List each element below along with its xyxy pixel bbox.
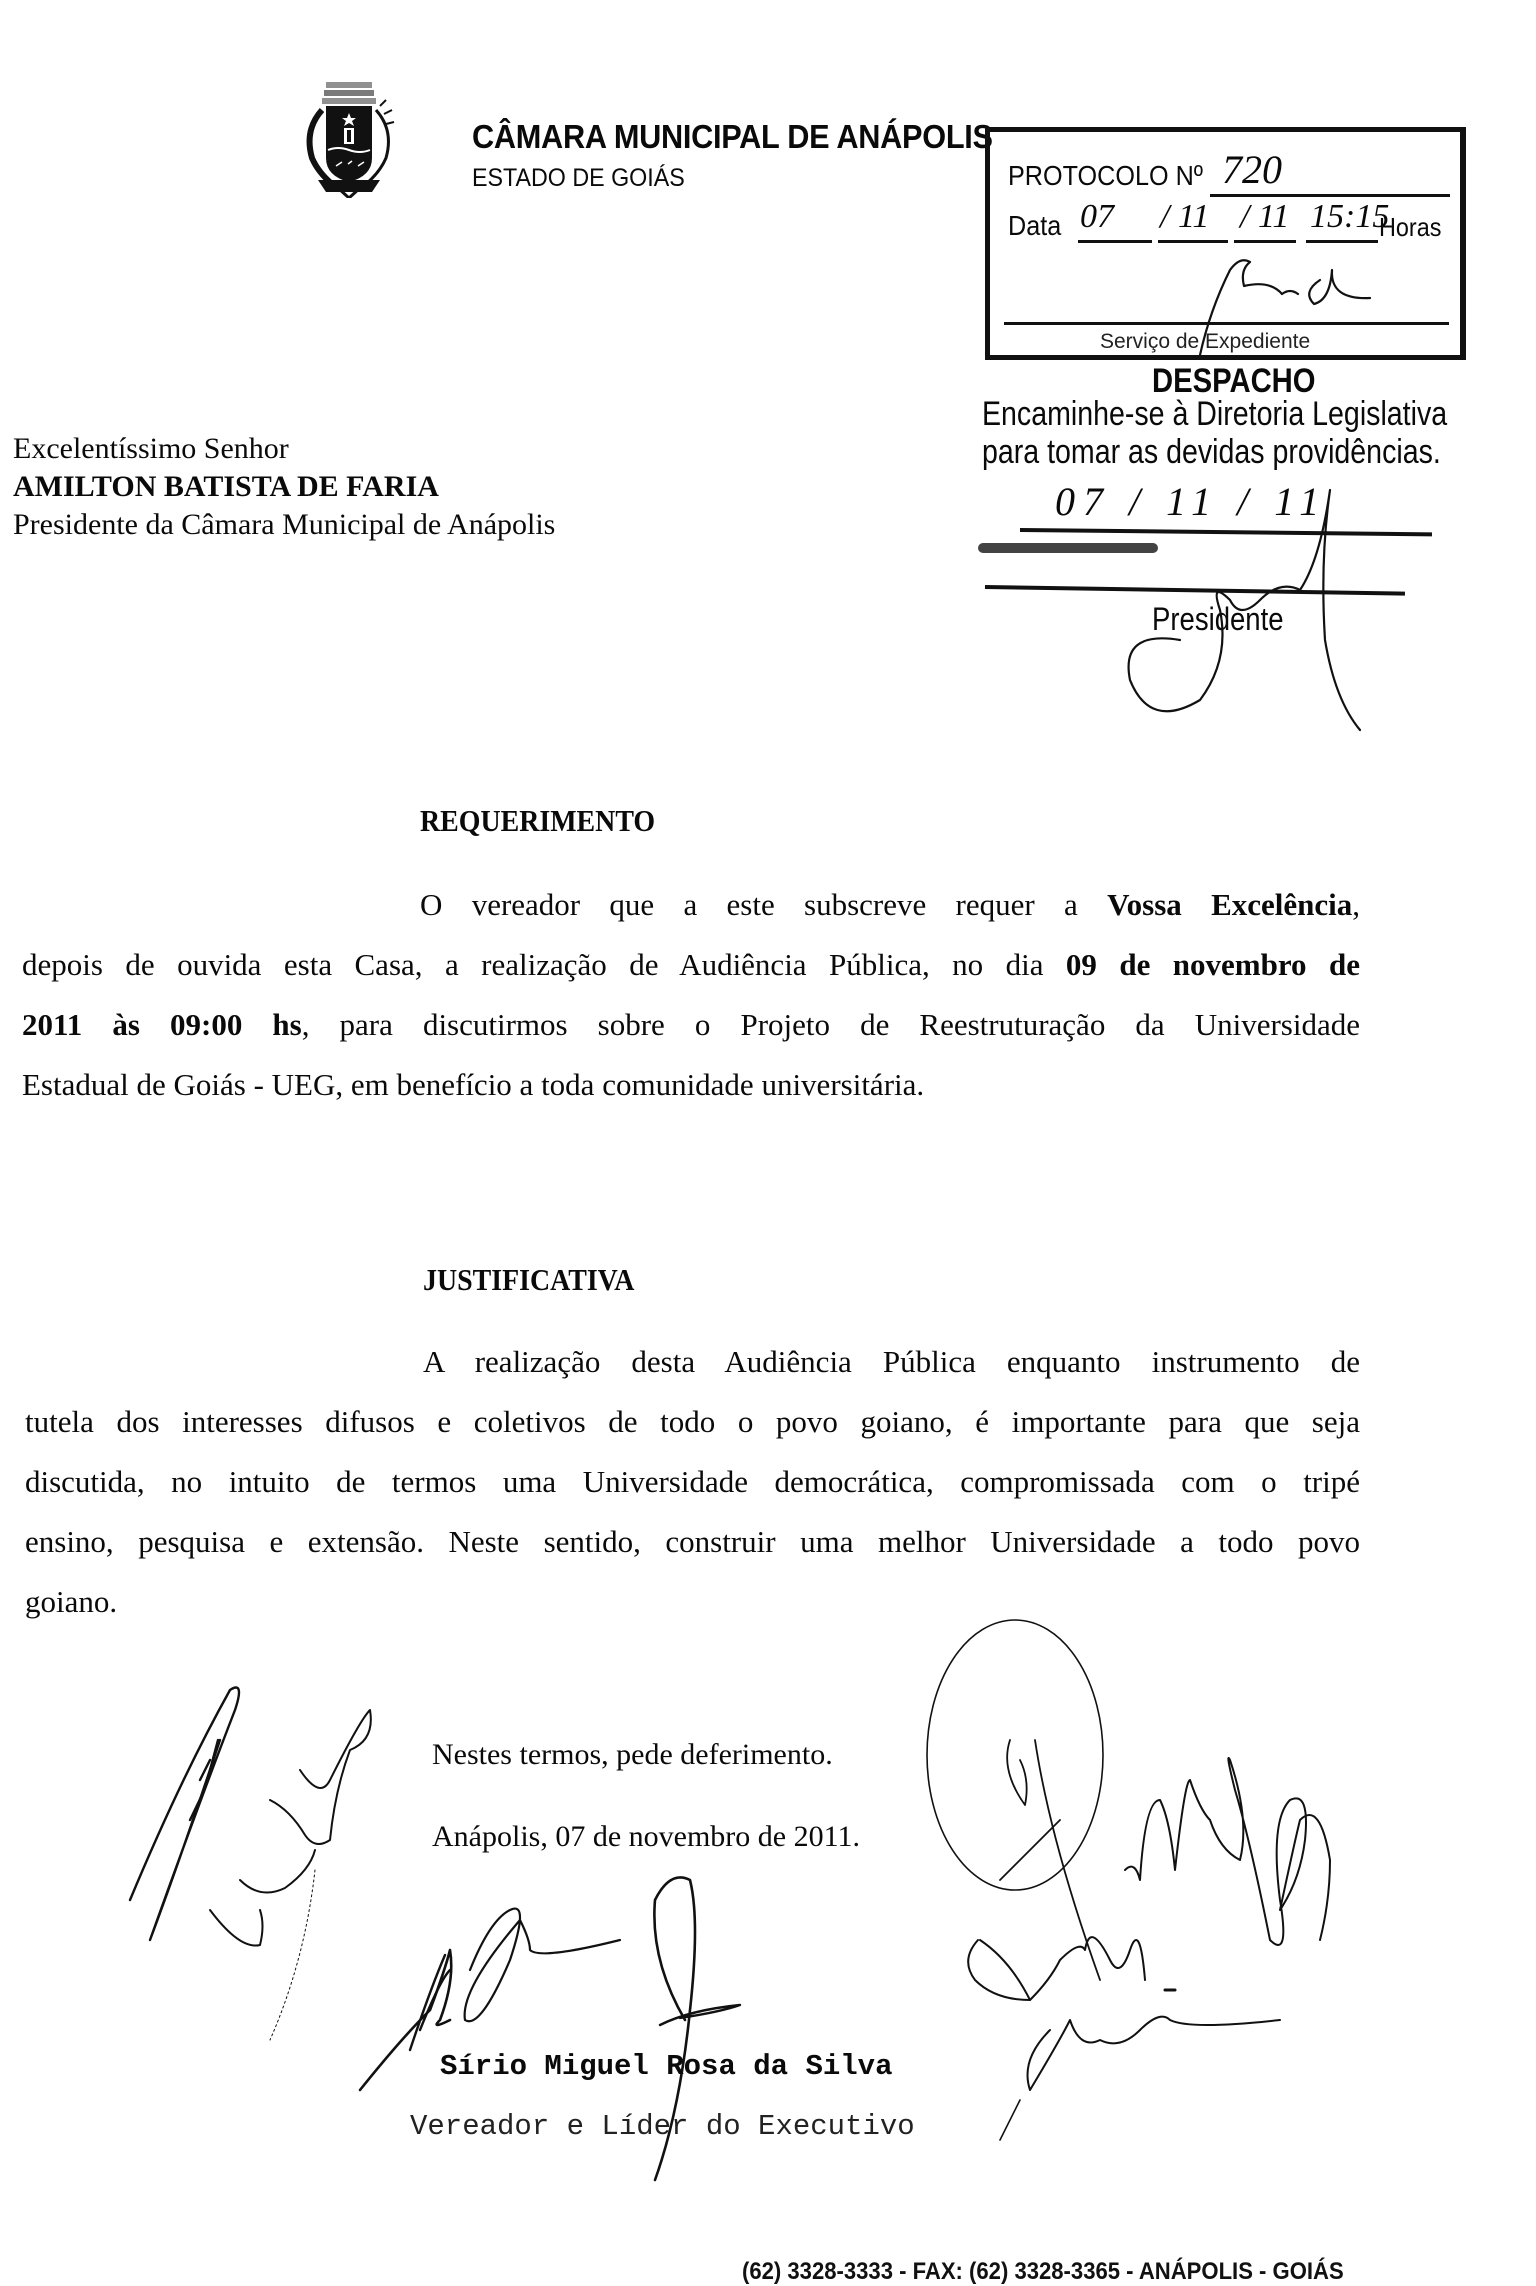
- servico-expediente-label: Serviço de Expediente: [1100, 330, 1311, 353]
- text-run: O vereador que a este subscreve requer a: [420, 887, 1108, 922]
- despacho-title: DESPACHO: [1152, 362, 1316, 400]
- paragraph-line: goiano.: [25, 1584, 118, 1619]
- despacho-handwritten-date: 07 / 11 / 11: [1055, 479, 1328, 524]
- addressee-salutation: Excelentíssimo Senhor: [13, 432, 289, 465]
- despacho-line-1: Encaminhe-se à Diretoria Legislativa: [982, 395, 1448, 433]
- bold-text: 09 de novembro de: [1065, 947, 1360, 982]
- coat-of-arms-logo-icon: [296, 80, 402, 198]
- despacho-signature-icon: [1060, 480, 1380, 730]
- stamp-date-year: / 11: [1240, 198, 1290, 235]
- justificativa-heading: JUSTIFICATIVA: [423, 1262, 635, 1297]
- stamp-date-month: / 11: [1160, 198, 1210, 235]
- date-underline: [1306, 240, 1378, 243]
- closing-place-date: Anápolis, 07 de novembro de 2011.: [432, 1820, 860, 1853]
- paragraph-line: A realização desta Audiência Pública enquanto instrumento de: [423, 1344, 1360, 1379]
- institution-subtitle: ESTADO DE GOIÁS: [472, 164, 685, 192]
- text-run: , para discutirmos sobre o Projeto de Reestruturação da Universidade: [301, 1007, 1361, 1042]
- paragraph-line: [22, 935, 1360, 995]
- stamp-signature-line: [1004, 322, 1449, 325]
- text-run: depois de ouvida esta Casa, a realização de Audiência Pública, no dia: [22, 947, 1066, 982]
- stamp-time: 15:15: [1310, 198, 1390, 235]
- despacho-presidente-label: Presidente: [1152, 601, 1284, 637]
- closing-request: Nestes termos, pede deferimento.: [432, 1738, 833, 1771]
- bold-text: 2011 às 09:00 hs: [22, 1007, 302, 1042]
- date-underline: [1078, 240, 1152, 243]
- addressee-position: Presidente da Câmara Municipal de Anápolis: [13, 508, 556, 541]
- paragraph-line: [22, 875, 1360, 935]
- stamp-date-day: 07: [1080, 198, 1114, 235]
- right-signatures-icon: [900, 1620, 1460, 2140]
- requerimento-heading: REQUERIMENTO: [420, 803, 656, 838]
- addressee-name: AMILTON BATISTA DE FARIA: [13, 470, 439, 503]
- footer-contact: (62) 3328-3333 - FAX: (62) 3328-3365 - ANÁPOLIS - GOIÁS: [742, 2258, 1344, 2285]
- protocolo-number: 720: [1222, 147, 1282, 192]
- signer-role: Vereador e Líder do Executivo: [410, 2110, 915, 2143]
- despacho-line-2: para tomar as devidas providências.: [982, 433, 1441, 471]
- bold-text: Vossa Excelência: [1107, 887, 1353, 922]
- paragraph-line: [22, 995, 1360, 1055]
- date-underline: [1158, 240, 1228, 243]
- horas-label: Horas: [1379, 212, 1442, 242]
- signer-name: Sírio Miguel Rosa da Silva: [440, 2050, 893, 2083]
- institution-title: CÂMARA MUNICIPAL DE ANÁPOLIS: [472, 118, 993, 155]
- paragraph-line: [22, 1055, 1360, 1115]
- protocolo-label: PROTOCOLO Nº: [1008, 160, 1203, 191]
- date-underline: [1234, 240, 1296, 243]
- paragraph-line: discutida, no intuito de termos uma Universidade democrática, compromissada com o tripé: [25, 1464, 1360, 1499]
- text-run: ,: [1352, 887, 1360, 922]
- protocolo-underline: [1210, 194, 1450, 197]
- requerimento-paragraph: [22, 875, 1360, 1115]
- paragraph-line: tutela dos interesses difusos e coletivos de todo o povo goiano, é importante para que seja: [25, 1404, 1360, 1439]
- justificativa-paragraph: [25, 1332, 1360, 1632]
- paragraph-line: ensino, pesquisa e extensão. Neste sentido, construir uma melhor Universidade a todo povo: [25, 1524, 1360, 1559]
- data-label: Data: [1008, 210, 1062, 241]
- text-run: Estadual de Goiás - UEG, em benefício a toda comunidade universitária.: [22, 1067, 925, 1102]
